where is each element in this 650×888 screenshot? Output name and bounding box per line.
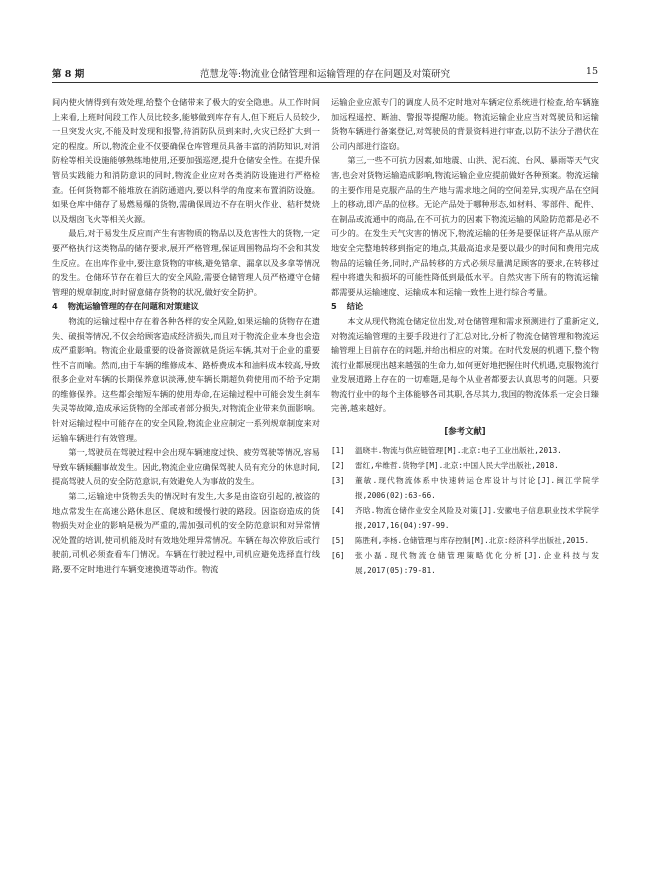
body-paragraph: 运输企业应派专门的调度人员不定时地对车辆定位系统进行检查,给车辆施加远程遥控、断油、警报等提醒功能。物流运输企业应当对驾驶员和运输货物车辆进行备案登记,对驾驶员的背景资料进行审查,以防不法分子潜伏在公司内部进行盗窃。 <box>331 97 599 151</box>
reference-item <box>331 503 599 533</box>
body-paragraph: 第三,一些不可抗力因素,如地震、山洪、泥石流、台风、暴雨等天气灾害,也会对货物运输造成影响,物流运输企业应提前做好各种预案。物流运输的主要作用是克服产品的生产地与需求地之间的空间差异,实现产品在空间上的移动,即产品的位移。无论产品处于哪种形态,如材料、零部件、配件、在制品或流通中的商品,在不可抗力的因素下物流运输的风险防范都是必不可少的。在发生天气灾害的情况下,物流运输的任务是要保证将产品从原产地安全完整地转移到指定的地点,其最高追求是要以最少的时间和费用完成物品的运输任务,同时,产品转移的方式必须尽量满足顾客的要求,在转移过程中将遗失和损坏的可能性降低到最低水平。自然灾害下所有的物流运输都需要从运输速度、运输成本和运输一致性上进行综合考量。 <box>331 155 599 297</box>
section-title: 结论 <box>346 301 364 312</box>
reference-item <box>331 458 599 473</box>
reference-text: 齐晗.物流仓储作业安全风险及对策[J].安徽电子信息职业技术学院学报,2017,16(04):97-99. <box>355 505 599 530</box>
reference-list <box>331 443 599 578</box>
references-heading: [参考文献] <box>444 426 486 437</box>
body-paragraph: 物流的运输过程中存在着各种各样的安全风险,如果运输的货物存在遗失、破损等情况,不仅会给顾客造成经济损失,而且对于物流企业本身也会造成严重影响。物流企业最重要的设备资源就是货运车辆,其对于企业的重要性不言而喻。然而,由于车辆的维修成本、路桥费成本和油料成本较高,导致很多企业对车辆的长期保养意识淡薄,使车辆长期超负荷使用而不给予定期的维修保养。这些都会缩短车辆的使用寿命,在运输过程中可能会发生刹车失灵等故障,造成承运货物的全部或者部分损失,对物流企业带来负面影响。针对运输过程中可能存在的安全风险,物流企业应制定一系列规章制度来对运输车辆进行有效管理。 <box>52 315 320 443</box>
section-number: 5 <box>331 301 337 312</box>
reference-text: 雷红,牟维哲.货物学[M].北京:中国人民大学出版社,2018. <box>355 460 559 470</box>
reference-item <box>331 533 599 548</box>
reference-item <box>331 443 599 458</box>
reference-item <box>331 548 599 578</box>
reference-text: 温晓丰.物流与供应链管理[M].北京:电子工业出版社,2013. <box>355 445 562 455</box>
reference-text: 董敏.现代物流体系中快速转运仓库设计与讨论[J].闽江学院学报,2006(02):63-66. <box>355 475 599 500</box>
left-column <box>52 95 320 577</box>
body-paragraph: 第二,运输途中货物丢失的情况时有发生,大多是由盗窃引起的,被盗的地点常发生在高速公路休息区、爬坡和缓慢行驶的路段。因盗窃造成的货物损失对企业的影响是极为严重的,需加强司机的安全防范意识和对异常情况处置的培训,使司机能及时有效地处理异常情况。车辆在每次停放后或行驶前,司机必须查看车门情况。车辆在行驶过程中,司机应避免选择直行线路,要不定时地进行车辆变速换道等动作。物流 <box>52 491 320 574</box>
running-header <box>52 66 598 83</box>
issue-number: 第 8 期 <box>52 69 85 80</box>
reference-text: 陈胜利,李杨.仓储管理与库存控制[M].北京:经济科学出版社,2015. <box>355 535 590 545</box>
reference-tag: [5] <box>331 535 345 545</box>
section-title: 物流运输管理的存在问题和对策建议 <box>67 301 199 312</box>
section-heading-5 <box>331 299 599 314</box>
section-number: 4 <box>52 301 58 312</box>
body-paragraph: 间内使火情得到有效处理,给整个仓储带来了极大的安全隐患。从工作时间上来看,上班时间段工作人员比较多,能够做到库存有人,但下班后人员较少,一旦突发火灾,不能及时发现和报警,待消防队员到来时,火灾已经扩大到一定的程度。所以,物流企业不仅要确保仓库管理员具备丰富的消防知识,对消防栓等相关设施能够熟练地使用,还要加强巡逻,提升仓储安全性。在提升保管员实践能力和消防意识的同时,物流企业应对各类消防设施进行严格检查。任何货物都不能堆放在消防通道内,要以科学的角度来布置消防设施。如果仓库中储存了易燃易爆的货物,需确保周边不存在明火作业、秸秆焚烧以及烟囱飞火等相关火源。 <box>52 97 320 224</box>
right-column <box>331 95 599 578</box>
page-number: 15 <box>585 66 598 77</box>
body-paragraph: 最后,对于易发生反应而产生有害物质的物品以及危害性大的货物,一定要严格执行这类物品的储存要求,展开严格管理,保证周围物品均不会和其发生反应。在出库作业中,要注意货物的审核,避免错拿、漏拿以及多拿等情况的发生。仓储环节存在着巨大的安全风险,需要仓储管理人员严格遵守仓储管理的规章制度,时时留意储存货物的状况,做好安全防护。 <box>52 228 320 297</box>
section-heading-4 <box>52 299 320 314</box>
running-title: 范慧龙等:物流业仓储管理和运输管理的存在问题及对策研究 <box>199 69 451 80</box>
reference-text: 张小磊.现代物流仓储管理策略优化分析[J].企业科技与发展,2017(05):79-81. <box>355 550 599 575</box>
reference-tag: [6] <box>331 550 345 560</box>
reference-tag: [1] <box>331 445 345 455</box>
reference-tag: [4] <box>331 505 345 515</box>
reference-tag: [3] <box>331 475 345 485</box>
body-paragraph: 本文从现代物流仓储定位出发,对仓储管理和需求预测进行了重新定义,对物流运输管理的主要手段进行了汇总对比,分析了物流仓储管理和物流运输管理上目前存在的问题,并给出相应的对策。在时代发展的机遇下,整个物流行业都展现出越来越强的生命力,如何更好地把握住时代机遇,克服物流行业发展道路上存在的一切难题,是每个从业者都要去认真思考的问题。只要物流行业中的每个主体能够各司其职,各尽其力,我国的物流体系一定会日臻完善,越来越好。 <box>331 315 599 414</box>
reference-item <box>331 473 599 503</box>
reference-tag: [2] <box>331 460 345 470</box>
body-paragraph: 第一,驾驶员在驾驶过程中会出现车辆速度过快、疲劳驾驶等情况,容易导致车辆倾翻事故发生。因此,物流企业应确保驾驶人员有充分的休息时间,提高驾驶人员的安全防范意识,有效避免人为事故的发生。 <box>52 447 320 487</box>
